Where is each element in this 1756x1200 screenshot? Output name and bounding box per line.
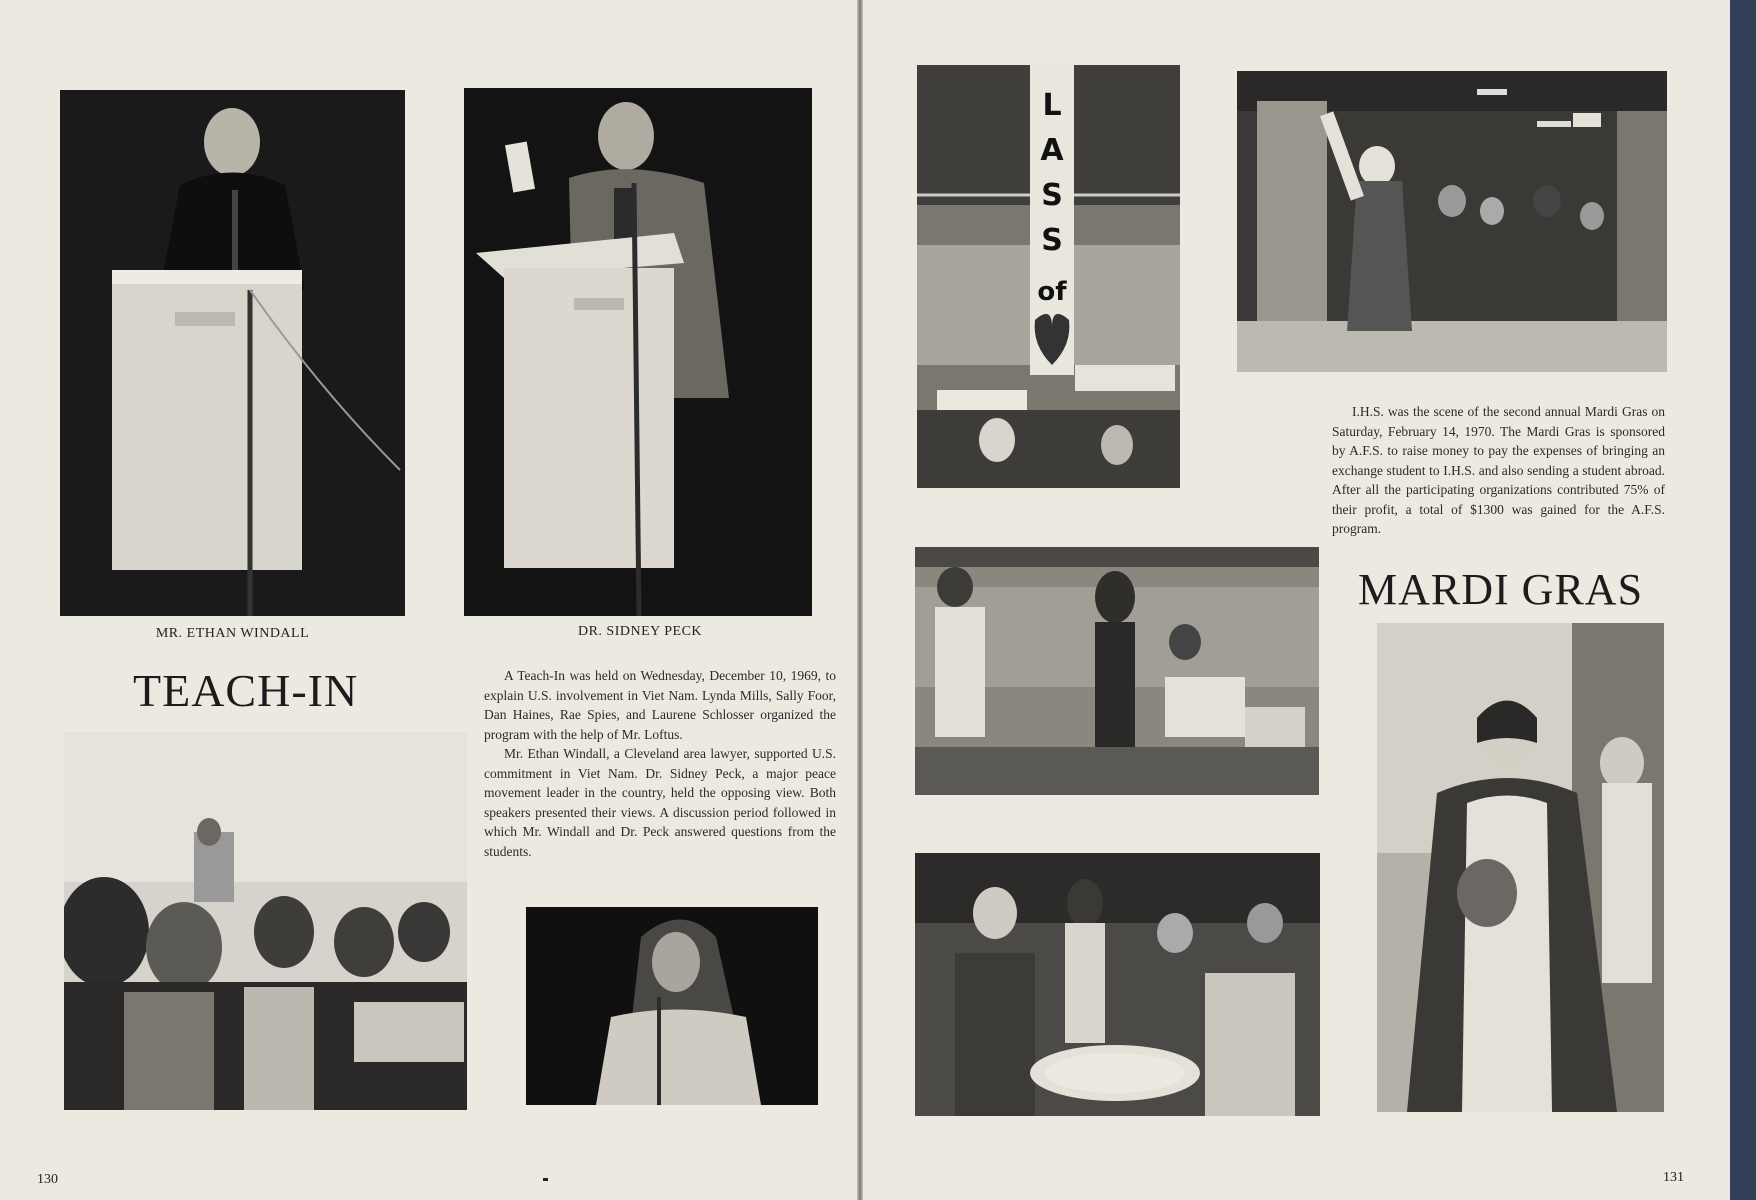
page-number-right: 131: [1663, 1170, 1684, 1185]
photo-auditorium-audience: [64, 732, 467, 1110]
photo-booths-crowd: [915, 547, 1319, 795]
caption-windall: MR. ETHAN WINDALL: [155, 626, 310, 641]
photo-student-microphone: [526, 907, 818, 1105]
photo-class-of-banner: [917, 65, 1180, 488]
caption-peck: DR. SIDNEY PECK: [577, 624, 703, 639]
svg-text:A: A: [1040, 133, 1064, 168]
left-page: [0, 0, 857, 1200]
headline-mardi-gras: MARDI GRAS: [1358, 565, 1644, 614]
right-page: [863, 0, 1730, 1200]
svg-text:S: S: [1041, 178, 1063, 213]
page-mark-dot: [543, 1178, 548, 1181]
photo-peck-podium: [464, 88, 812, 616]
page-number-left: 130: [37, 1172, 58, 1187]
banner-letters: L: [1042, 88, 1062, 123]
photo-windall-podium: [60, 90, 405, 616]
book-cover-edge: [1730, 0, 1756, 1200]
teach-in-paragraph-2: Mr. Ethan Windall, a Cleveland area lawyer, supported U.S. commitment in Viet Nam. Dr. Sidney Peck, a major peace movement leader in the country, held the opposing view. Both speakers presented their views. A discussion period followed in which Mr. Windall and Dr. Peck answered questions from the students.: [484, 746, 836, 859]
svg-text:S: S: [1041, 223, 1063, 258]
photo-clown-hallway: [1237, 71, 1667, 372]
svg-text:of: of: [1037, 277, 1067, 307]
mardi-gras-article: I.H.S. was the scene of the second annual Mardi Gras on Saturday, February 14, 1970. The Mardi Gras is sponsored by A.F.S. to raise money to pay the expenses of bringing an exchange student to I.H.S. and also sending a student abroad. After all the participating organizations contributed 75% of their profit, a total of $1300 was gained for the A.F.S. program.: [1332, 404, 1665, 536]
teach-in-article: [484, 666, 836, 861]
teach-in-paragraph-1: A Teach-In was held on Wednesday, December 10, 1969, to explain U.S. involvement in Viet Nam. Lynda Mills, Sally Foor, Dan Haines, Rae Spies, and Laurene Schlosser organized the program with the help of Mr. Loftus.: [484, 668, 836, 742]
headline-teach-in: TEACH-IN: [133, 665, 359, 716]
photo-mardi-gras-queen: [1377, 623, 1664, 1112]
photo-game-table: [915, 853, 1320, 1116]
